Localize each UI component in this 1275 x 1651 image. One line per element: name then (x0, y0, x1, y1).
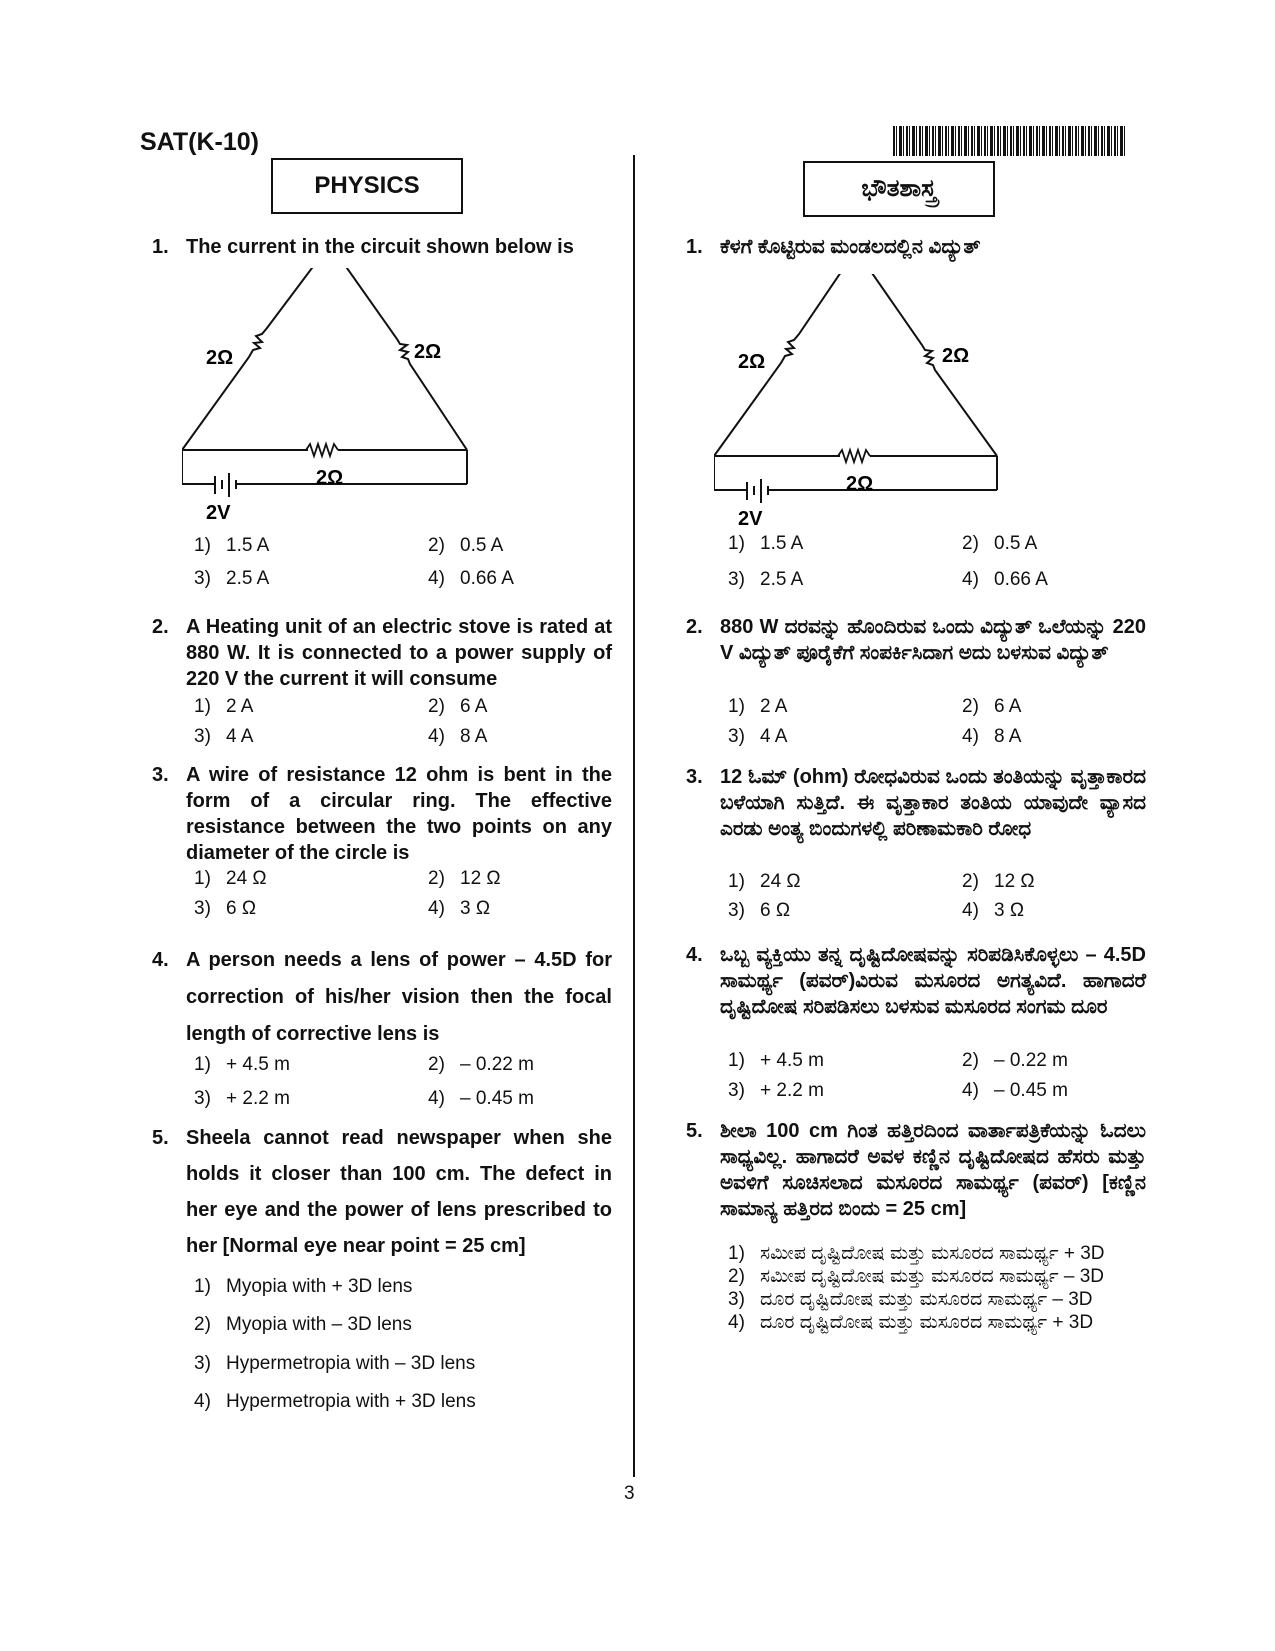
option-3[interactable]: 3) 2.5 A (728, 569, 804, 590)
option-3[interactable]: 3) 4 A (194, 726, 254, 747)
title-physics-en: PHYSICS (271, 158, 463, 214)
option-1[interactable]: 1) 2 A (728, 696, 788, 717)
option-2[interactable]: 2) 12 Ω (962, 871, 1035, 892)
options-5-kn (728, 1242, 1146, 1334)
title-physics-kn: ಭೌತಶಾಸ್ತ್ರ (803, 161, 995, 217)
battery-label: 2V (738, 508, 763, 530)
barcode-image (893, 126, 1125, 156)
option-1[interactable]: 1) + 4.5 m (728, 1050, 824, 1071)
battery-label: 2V (206, 502, 231, 524)
resistor-label-left: 2Ω (206, 347, 234, 369)
option-1[interactable]: 1) 1.5 A (728, 533, 804, 554)
exam-code: SAT(K-10) (140, 128, 259, 156)
option-4[interactable]: 4) – 0.45 m (428, 1088, 534, 1109)
option-4[interactable]: 4) Hypermetropia with + 3D lens (194, 1391, 476, 1412)
option-4[interactable]: 4) – 0.45 m (962, 1080, 1068, 1101)
resistor-label-left: 2Ω (738, 351, 766, 373)
option-2[interactable]: 2) ಸಮೀಪ ದೃಷ್ಟಿದೋಷ ಮತ್ತು ಮಸೂರದ ಸಾಮರ್ಥ್ಯ – 3D (728, 1266, 1104, 1287)
option-2[interactable]: 2) 0.5 A (428, 535, 504, 556)
option-4[interactable]: 4) 0.66 A (962, 569, 1048, 590)
option-1[interactable]: 1) 2 A (194, 696, 254, 717)
option-4[interactable]: 4) 3 Ω (428, 898, 491, 919)
option-1[interactable]: 1) 24 Ω (728, 871, 801, 892)
circuit-diagram-kn (714, 274, 1014, 534)
resistor-label-bottom: 2Ω (316, 467, 344, 489)
option-2[interactable]: 2) – 0.22 m (428, 1054, 534, 1075)
option-2[interactable]: 2) 12 Ω (428, 868, 501, 889)
option-2[interactable]: 2) Myopia with – 3D lens (194, 1314, 412, 1335)
option-3[interactable]: 3) ದೂರ ದೃಷ್ಟಿದೋಷ ಮತ್ತು ಮಸೂರದ ಸಾಮರ್ಥ್ಯ – 3D (728, 1289, 1093, 1310)
circuit-diagram-en (182, 268, 482, 528)
option-1[interactable]: 1) 24 Ω (194, 868, 267, 889)
resistor-label-right: 2Ω (414, 341, 442, 363)
option-2[interactable]: 2) – 0.22 m (962, 1050, 1068, 1071)
option-4[interactable]: 4) 8 A (428, 726, 488, 747)
option-3[interactable]: 3) 4 A (728, 726, 788, 747)
option-4[interactable]: 4) 8 A (962, 726, 1022, 747)
option-1[interactable]: 1) ಸಮೀಪ ದೃಷ್ಟಿದೋಷ ಮತ್ತು ಮಸೂರದ ಸಾಮರ್ಥ್ಯ + 3D (728, 1243, 1105, 1264)
option-2[interactable]: 2) 6 A (428, 696, 488, 717)
column-divider (633, 155, 635, 1477)
option-3[interactable]: 3) 6 Ω (728, 900, 791, 921)
option-3[interactable]: 3) + 2.2 m (194, 1088, 290, 1109)
option-4[interactable]: 4) 3 Ω (962, 900, 1025, 921)
option-3[interactable]: 3) Hypermetropia with – 3D lens (194, 1353, 476, 1374)
question-number: 1. (152, 236, 169, 258)
option-2[interactable]: 2) 6 A (962, 696, 1022, 717)
question-text: The current in the circuit shown below is (186, 236, 574, 258)
option-4[interactable]: 4) ದೂರ ದೃಷ್ಟಿದೋಷ ಮತ್ತು ಮಸೂರದ ಸಾಮರ್ಥ್ಯ + 3D (728, 1312, 1094, 1333)
option-1[interactable]: 1) 1.5 A (194, 535, 270, 556)
option-1[interactable]: 1) Myopia with + 3D lens (194, 1276, 413, 1297)
resistor-label-bottom: 2Ω (846, 473, 874, 495)
option-3[interactable]: 3) + 2.2 m (728, 1080, 824, 1101)
option-4[interactable]: 4) 0.66 A (428, 568, 514, 589)
resistor-label-right: 2Ω (942, 345, 970, 367)
page-number: 3 (624, 1483, 635, 1504)
option-2[interactable]: 2) 0.5 A (962, 533, 1038, 554)
option-3[interactable]: 3) 2.5 A (194, 568, 270, 589)
option-1[interactable]: 1) + 4.5 m (194, 1054, 290, 1075)
option-3[interactable]: 3) 6 Ω (194, 898, 257, 919)
